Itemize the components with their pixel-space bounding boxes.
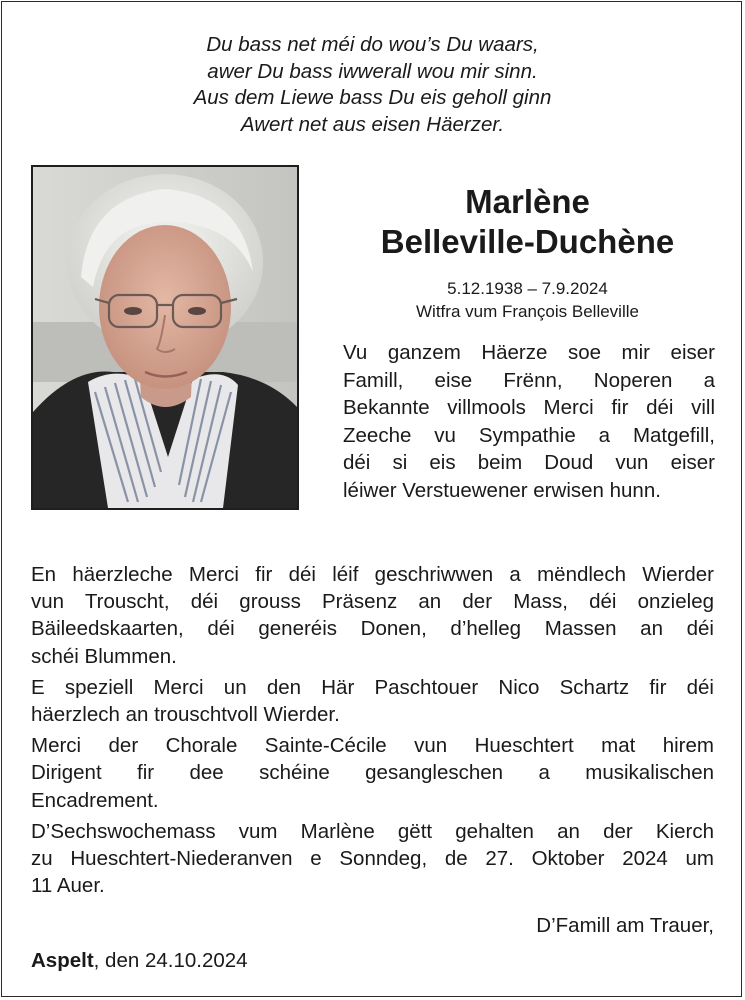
text-line: 11 Auer. — [31, 874, 105, 898]
thanks-body — [31, 561, 714, 903]
relation-line: Witfra vum François Belleville — [416, 302, 639, 321]
text-line: schéi Blummen. — [31, 644, 177, 668]
text-line: häerzlech an trouschtvoll Wierder. — [31, 703, 340, 727]
signoff: D’Famill am Trauer, — [536, 914, 714, 937]
first-name: Marlène — [465, 183, 590, 220]
life-dates: 5.12.1938 – 7.9.2024 — [447, 279, 608, 298]
place-date — [31, 947, 248, 974]
text-line: D’Sechswochemass vum Marlène gëtt gehalten an der Kierch — [31, 819, 714, 843]
text-line: Merci der Chorale Sainte-Cécile vun Hueschtert mat hirem — [31, 734, 714, 758]
text-line: Zeeche vu Sympathie a Matgefill, — [343, 423, 715, 447]
paragraph — [31, 561, 714, 670]
text-line: léiwer Verstuewener erwisen hunn. — [343, 478, 661, 502]
paragraph — [31, 732, 714, 814]
poem-line: Awert net aus eisen Häerzer. — [240, 112, 505, 136]
text-line: Famill, eise Frënn, Noperen a — [343, 368, 715, 392]
text-line: Dirigent fir dee schéine gesangleschen a musikalischen — [31, 761, 714, 785]
text-line: Encadrement. — [31, 788, 159, 812]
text-line: Bekannte villmools Merci fir déi vill — [343, 396, 715, 420]
life-dates-block — [330, 277, 725, 323]
date-text: , den 24.10.2024 — [93, 949, 248, 972]
text-line: zu Hueschtert-Niederanven e Sonndeg, de 27. Oktober 2024 um — [31, 847, 714, 871]
place: Aspelt — [31, 949, 94, 972]
portrait-illustration — [33, 167, 297, 508]
poem — [0, 32, 745, 138]
text-line: déi si eis beim Doud vun eiser — [343, 451, 715, 475]
poem-line: Aus dem Liewe bass Du eis geholl ginn — [193, 86, 552, 109]
last-name: Belleville-Duchène — [380, 223, 675, 260]
poem-line: Du bass net méi do wou’s Du waars, — [206, 33, 539, 56]
portrait-photo — [31, 165, 299, 510]
text-line: vun Trouscht, déi grouss Präsenz an der Mass, déi onzieleg — [31, 590, 714, 614]
text-line: En häerzleche Merci fir déi léif geschriwwen a mëndlech Wierder — [31, 563, 714, 586]
text-line: Bäileedskaarten, déi generéis Donen, d’helleg Massen an déi — [31, 617, 714, 641]
paragraph — [31, 818, 714, 900]
text-line: E speziell Merci un den Här Paschtouer Nico Schartz fir déi — [31, 675, 714, 699]
text-line: Vu ganzem Häerze soe mir eiser — [343, 341, 715, 364]
poem-line: awer Du bass iwwerall wou mir sinn. — [207, 59, 538, 83]
thanks-intro — [343, 339, 715, 505]
deceased-name — [330, 182, 725, 262]
paragraph — [31, 674, 714, 728]
